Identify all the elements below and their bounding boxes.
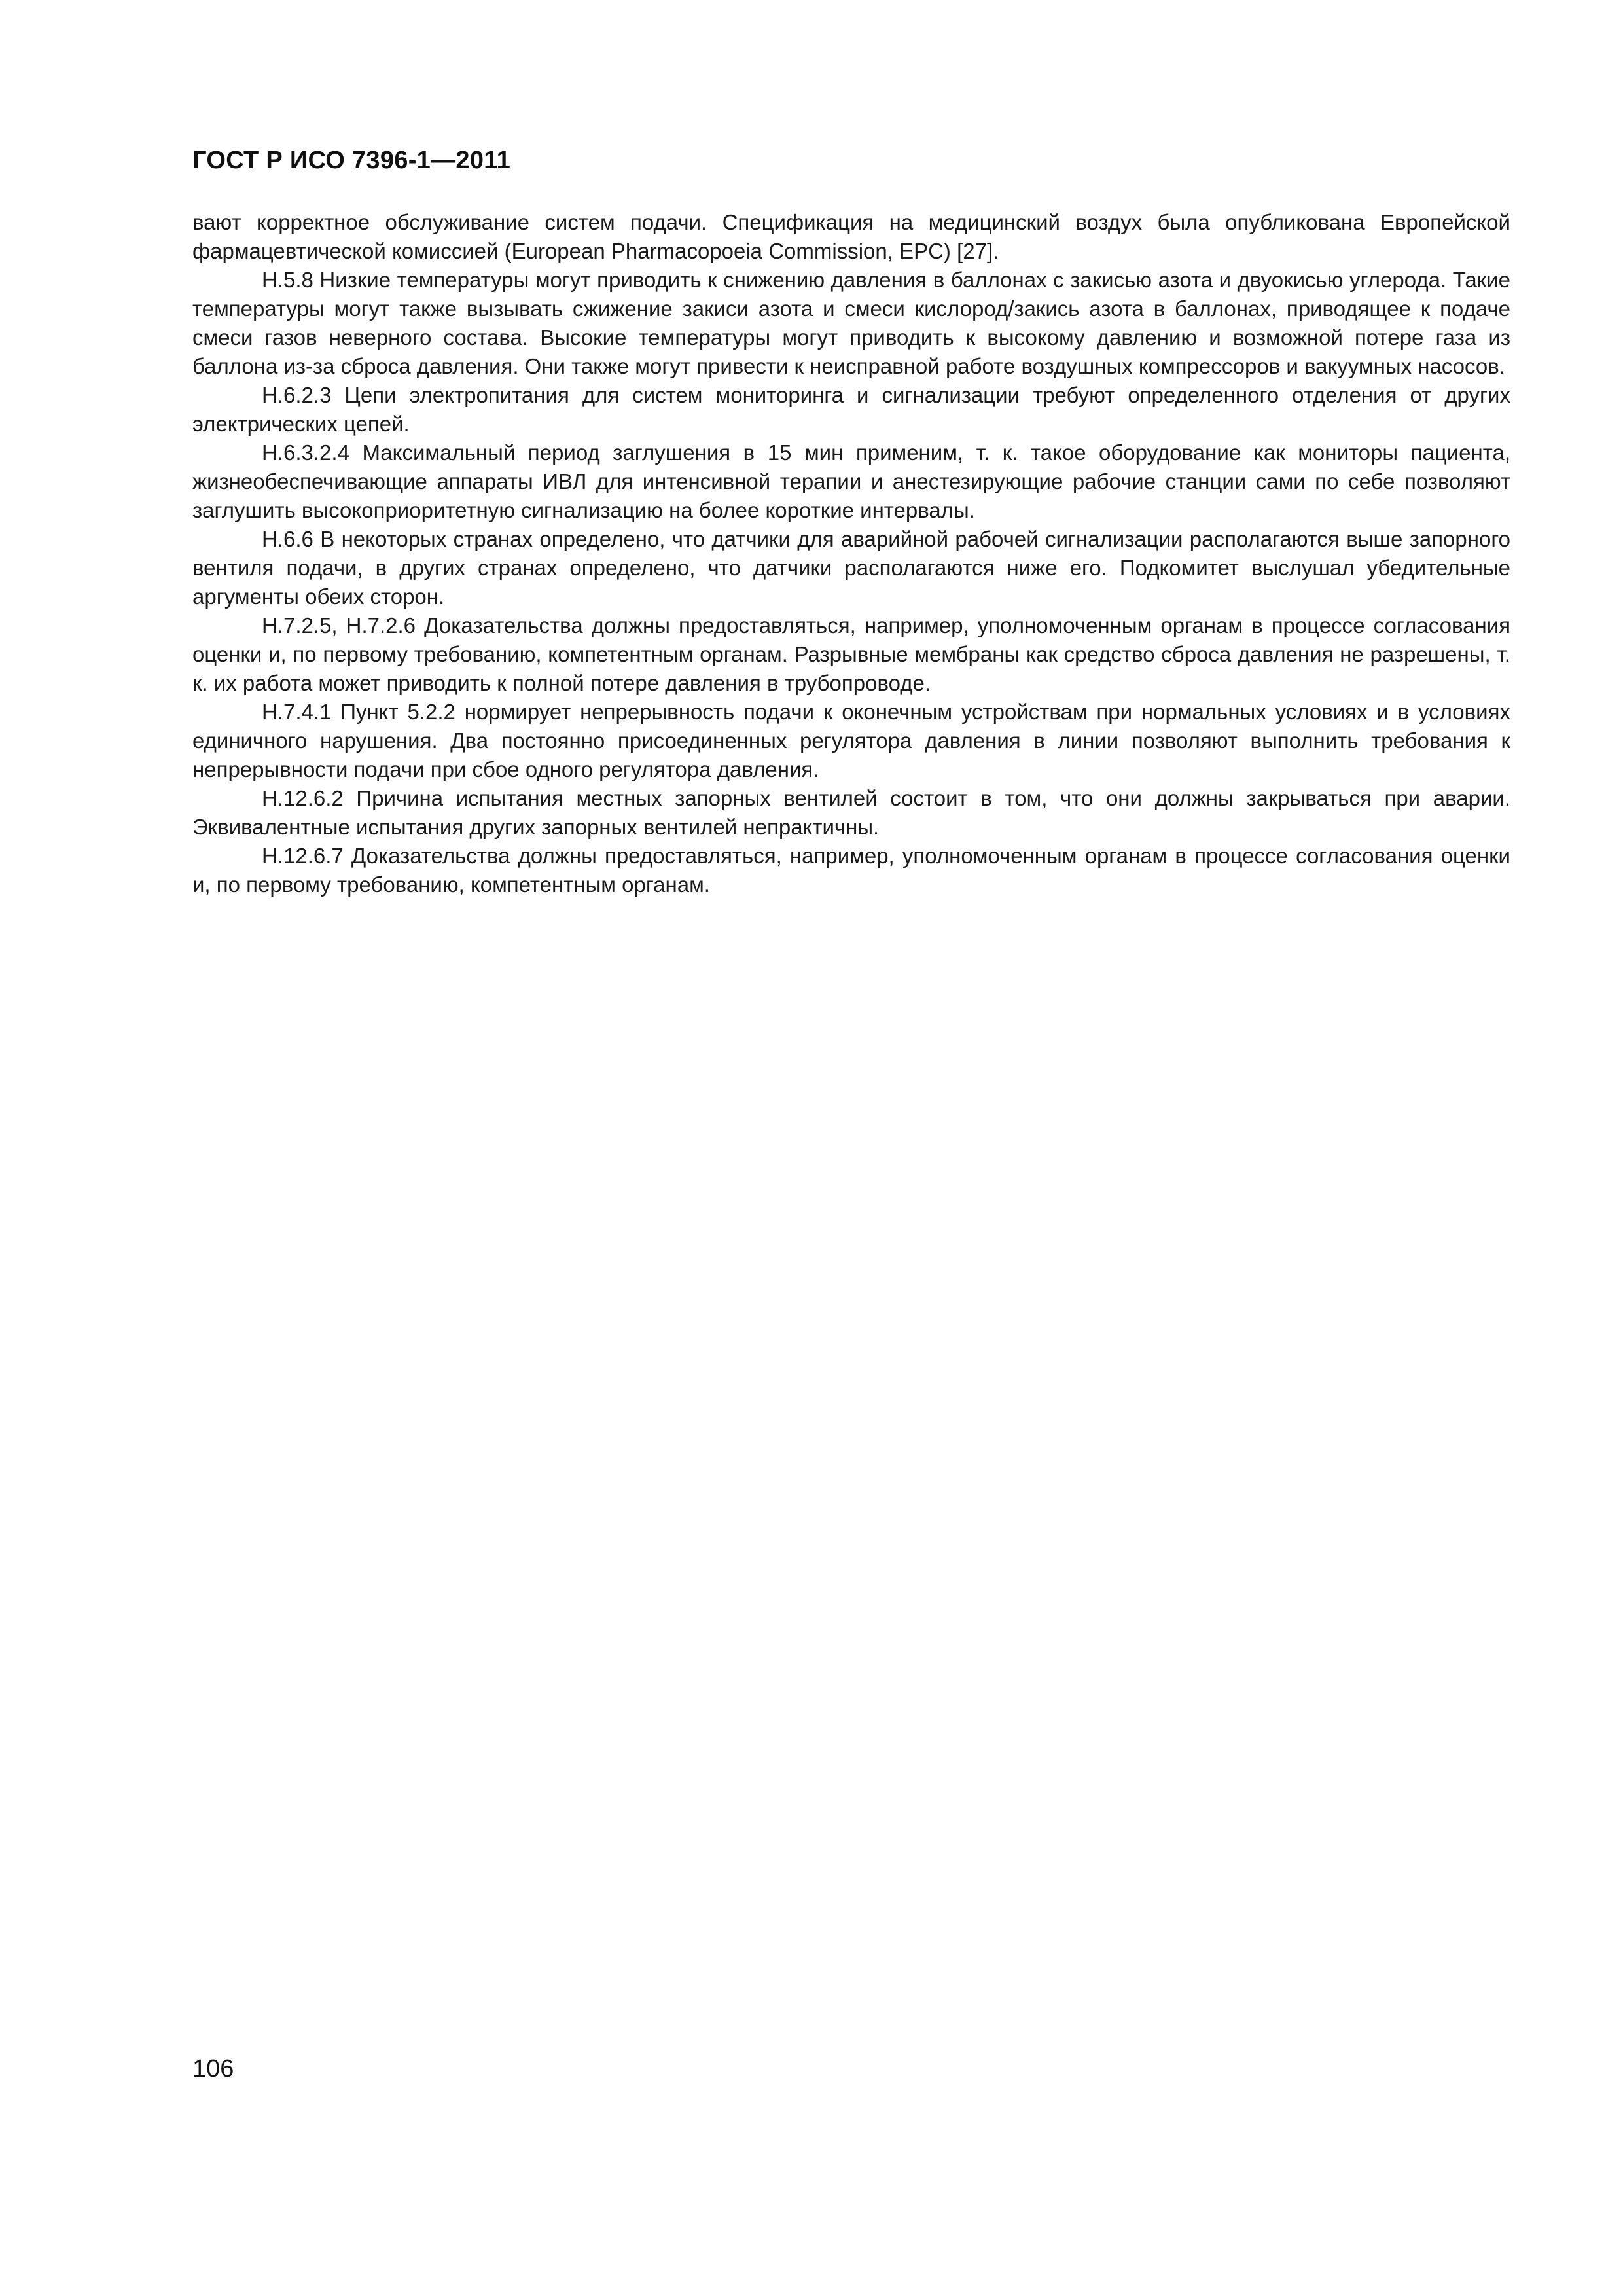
paragraph-h-6-6: H.6.6 В некоторых странах определено, что датчики для аварийной рабочей сигнализации располагаются выше запорного вентиля подачи, в других странах определено, что датчики располагаются ниже его. Подкомитет выслушал убедительные аргументы обеих сторон.: [192, 527, 1510, 609]
standard-designation-header: ГОСТ Р ИСО 7396-1—2011: [192, 147, 511, 174]
page-number: 106: [192, 2055, 234, 2083]
body-text: [192, 208, 1510, 899]
paragraph-h-7-4-1: H.7.4.1 Пункт 5.2.2 нормирует непрерывность подачи к оконечным устройствам при нормальных условиях и в условиях единичного нарушения. Два постоянно присоединенных регулятора давления в линии позволяют выполнить требования к непрерывности подачи при сбое одного регулятора давления.: [192, 700, 1510, 781]
paragraph-h-12-6-7: H.12.6.7 Доказательства должны предоставляться, например, уполномоченным органам в процессе согласования оценки и, по первому требованию, компетентным органам.: [192, 844, 1510, 897]
paragraph-h-7-2-5: H.7.2.5, H.7.2.6 Доказательства должны предоставляться, например, уполномоченным органам в процессе согласования оценки и, по первому требованию, компетентным органам. Разрывные мембраны как средство сброса давления не разрешены, т. к. их работа может приводить к полной потере давления в трубопроводе.: [192, 613, 1510, 695]
paragraph-h-6-3-2-4: H.6.3.2.4 Максимальный период заглушения в 15 мин применим, т. к. такое оборудование как мониторы пациента, жизнеобеспечивающие аппараты ИВЛ для интенсивной терапии и анестезирующие рабочие станции сами по себе позволяют заглушить высокоприоритетную сигнализацию на более короткие интервалы.: [192, 440, 1510, 522]
paragraph-continuation: вают корректное обслуживание систем подачи. Спецификация на медицинский воздух была опубликована Европейской фармацевтической комиссией (European Pharmacopoeia Commission, EPC) [27].: [192, 210, 1510, 263]
paragraph-h-6-2-3: H.6.2.3 Цепи электропитания для систем мониторинга и сигнализации требуют определенного отделения от других электрических цепей.: [192, 383, 1510, 436]
paragraph-h-5-8: H.5.8 Низкие температуры могут приводить к снижению давления в баллонах с закисью азота и двуокисью углерода. Такие температуры могут также вызывать сжижение закиси азота и смеси кислород/закись азота в баллонах, приводящее к подаче смеси газов неверного состава. Высокие температуры могут приводить к высокому давлению и возможной потере газа из баллона из-за сброса давления. Они также могут привести к неисправной работе воздушных компрессоров и вакуумных насосов.: [192, 268, 1510, 378]
paragraph-h-12-6-2: H.12.6.2 Причина испытания местных запорных вентилей состоит в том, что они должны закрываться при аварии. Эквивалентные испытания других запорных вентилей непрактичны.: [192, 786, 1510, 839]
